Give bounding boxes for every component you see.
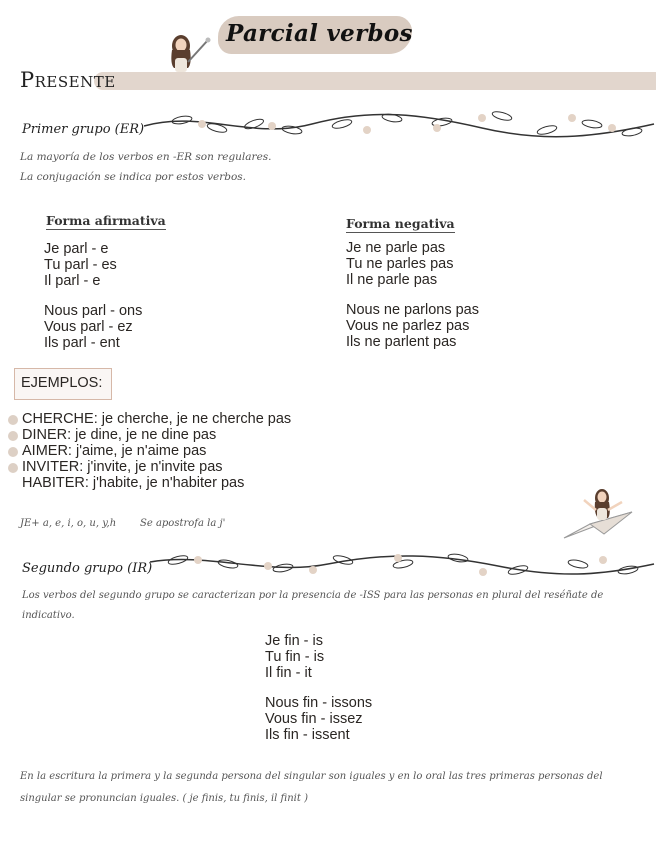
vine-divider-icon: [148, 550, 656, 580]
example-item: CHERCHE: je cherche, je ne cherche pas: [22, 411, 292, 427]
vowel-note: JE+ a, e, i, o, u, y,h: [20, 518, 117, 529]
affirmative-line: Ils parl - ent: [44, 335, 120, 351]
bullet-dot-icon: [8, 415, 18, 425]
negative-line: Nous ne parlons pas: [346, 302, 479, 318]
bullet-dot-icon: [8, 447, 18, 457]
group1-desc-2: La conjugación se indica por estos verbos.: [20, 171, 247, 183]
affirmative-heading: Forma afirmativa: [46, 213, 166, 228]
negative-line: Il ne parle pas: [346, 272, 438, 288]
group2-line: Tu fin - is: [265, 649, 325, 665]
examples-label: EJEMPLOS:: [21, 375, 103, 391]
section-bar: [94, 72, 656, 90]
group2-conjugation: [265, 633, 372, 743]
affirmative-line: Vous parl - ez: [44, 319, 133, 335]
group2-line: Ils fin - issent: [265, 727, 350, 743]
section-title: Presente: [20, 68, 116, 92]
affirmative-list: [44, 241, 142, 351]
footer-line-2: singular se pronuncian iguales. ( je finis, tu finis, il finit ): [20, 793, 308, 804]
negative-line: Tu ne parles pas: [346, 256, 454, 272]
negative-heading: Forma negativa: [346, 216, 455, 231]
example-item: DINER: je dine, je ne dine pas: [22, 427, 217, 443]
negative-line: Ils ne parlent pas: [346, 334, 457, 350]
group2-line: Nous fin - issons: [265, 695, 373, 711]
apostrophe-note: Se apostrofa la j': [140, 518, 226, 529]
group2-line: Il fin - it: [265, 665, 312, 681]
affirmative-line: Nous parl - ons: [44, 303, 143, 319]
group2-desc-2: indicativo.: [22, 610, 75, 621]
example-item: INVITER: j'invite, je n'invite pas: [22, 459, 223, 475]
footer-line-1: En la escritura la primera y la segunda persona del singular son iguales y en lo oral las tres primeras personas del: [20, 771, 603, 782]
group2-line: Vous fin - issez: [265, 711, 363, 727]
bullet-dot-icon: [8, 431, 18, 441]
bullet-dot-icon: [8, 463, 18, 473]
affirmative-line: Je parl - e: [44, 241, 109, 257]
examples-list: [22, 411, 291, 491]
negative-line: Je ne parle pas: [346, 240, 446, 256]
group1-title: Primer grupo (ER): [22, 122, 145, 137]
group1-desc-1: La mayoría de los verbos en -ER son regulares.: [20, 151, 272, 163]
group2-title: Segundo grupo (IR): [22, 561, 153, 576]
paper-plane-avatar-icon: [560, 484, 636, 542]
example-item: HABITER: j'habite, je n'habiter pas: [22, 475, 245, 491]
vine-divider-icon: [142, 108, 656, 142]
affirmative-line: Il parl - e: [44, 273, 101, 289]
negative-line: Vous ne parlez pas: [346, 318, 470, 334]
example-item: AIMER: j'aime, je n'aime pas: [22, 443, 207, 459]
affirmative-line: Tu parl - es: [44, 257, 117, 273]
negative-list: [346, 240, 479, 350]
group2-desc-1: Los verbos del segundo grupo se caracterizan por la presencia de -ISS para las personas en plural del reséñate de: [22, 590, 604, 601]
page-title: Parcial verbos: [226, 20, 413, 47]
group2-line: Je fin - is: [265, 633, 324, 649]
